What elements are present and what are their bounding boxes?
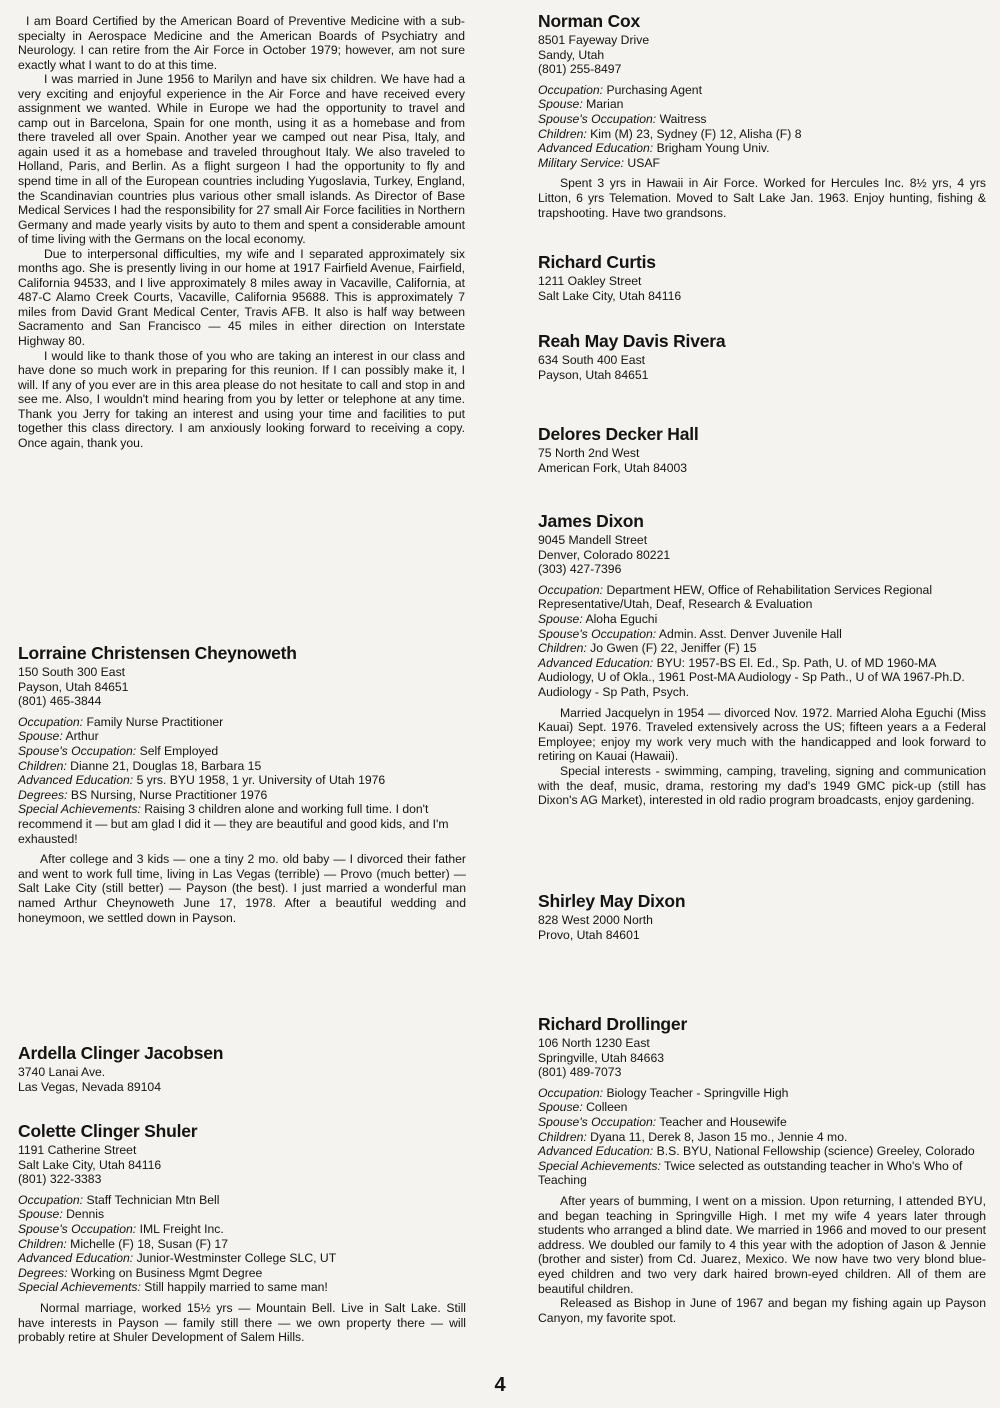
- phone-line: (303) 427-7396: [538, 562, 622, 577]
- address-line: Sandy, Utah: [538, 47, 605, 62]
- field-label: Occupation:: [538, 582, 604, 597]
- detail-field: [18, 1237, 466, 1252]
- address-line: Provo, Utah 84601: [538, 927, 640, 942]
- field-label: Special Achievements:: [18, 1280, 141, 1295]
- entry-richard-drollinger: [538, 1014, 986, 1325]
- address-line: Salt Lake City, Utah 84116: [18, 1157, 162, 1172]
- entry-name: Richard Curtis: [538, 252, 656, 272]
- entry-address: [18, 1143, 466, 1187]
- field-label: Spouse's Occupation:: [538, 111, 657, 126]
- entry-address: [538, 913, 986, 942]
- address-line: 75 North 2nd West: [538, 446, 640, 460]
- field-label: Spouse's Occupation:: [538, 626, 657, 641]
- field-value: BYU: 1957-BS El. Ed., Sp. Path, U. of MD 1960-MA Audiology, U of Okla., 1961 Post-MA Audiology - Sp Path., U of WA 1967-Ph.D. Audiology - Sp Path, Psych.: [538, 655, 965, 699]
- field-label: Spouse's Occupation:: [538, 1114, 657, 1129]
- field-value: Raising 3 children alone and working full time. I don't recommend it — but am glad I did it — they are beautiful and good kids, and I'm exhausted!: [18, 802, 449, 846]
- detail-field: [18, 802, 466, 846]
- field-label: Degrees:: [18, 1265, 68, 1280]
- entry-address: [538, 533, 986, 577]
- entry-address: [538, 33, 986, 77]
- detail-field: [538, 1130, 986, 1145]
- field-label: Advanced Education:: [538, 1144, 654, 1159]
- entry-name: Lorraine Christensen Cheynoweth: [18, 643, 297, 663]
- field-value: Dianne 21, Douglas 18, Barbara 15: [70, 758, 262, 773]
- field-value: B.S. BYU, National Fellowship (science) Greeley, Colorado: [656, 1144, 975, 1159]
- address-line: American Fork, Utah 84003: [538, 460, 688, 475]
- field-value: Purchasing Agent: [606, 82, 702, 97]
- field-label: Advanced Education:: [538, 655, 654, 670]
- field-label: Advanced Education:: [18, 1251, 134, 1266]
- entry-norman-cox: [538, 11, 986, 220]
- field-value: Department HEW, Office of Rehabilitation Services Regional Representative/Utah, Deaf, Research & Evaluation: [538, 582, 933, 612]
- detail-field: [18, 773, 466, 788]
- bio-paragraph: Married Jacquelyn in 1954 — divorced Nov. 1972. Married Aloha Eguchi (Miss Kauai) Sept. 1976. Traveled extensively across the US; fifteen years a a Federal Employee; enjoy my work very much with the handicapped and look forward to retiring on Kauai (Hawaii).: [538, 705, 986, 764]
- field-label: Spouse:: [538, 1100, 583, 1115]
- field-label: Children:: [538, 126, 587, 141]
- intro-paragraph: I am Board Certified by the American Board of Preventive Medicine with a sub-specialty in Aerospace Medicine and the American Boards of Psychiatry and Neurology. I can retire from the Air Force in October 1979; however, am not sure exactly what I want to do at this time.: [18, 14, 465, 72]
- address-line: 106 North 1230 East: [538, 1036, 650, 1050]
- entry-name: Ardella Clinger Jacobsen: [18, 1043, 224, 1063]
- field-value: Jo Gwen (F) 22, Jeniffer (F) 15: [590, 641, 757, 656]
- entry-details: [538, 83, 986, 171]
- entry-name: Richard Drollinger: [538, 1014, 688, 1034]
- field-value: Michelle (F) 18, Susan (F) 17: [70, 1236, 228, 1251]
- phone-line: (801) 489-7073: [538, 1065, 622, 1080]
- field-label: Military Service:: [538, 155, 625, 170]
- entry-details: [538, 1086, 986, 1188]
- address-line: Salt Lake City, Utah 84116: [538, 288, 682, 303]
- field-label: Spouse:: [18, 729, 63, 744]
- field-label: Spouse:: [18, 1207, 63, 1222]
- entry-name: Shirley May Dixon: [538, 891, 686, 911]
- entry-bio: [538, 1194, 986, 1325]
- field-label: Degrees:: [18, 787, 68, 802]
- entry-colette-clinger-shuler: [18, 1121, 466, 1345]
- address-line: 1211 Oakley Street: [538, 274, 642, 288]
- address-line: 634 South 400 East: [538, 353, 646, 367]
- field-value: Twice selected as outstanding teacher in Who's Who of Teaching: [538, 1158, 963, 1188]
- detail-field: [18, 759, 466, 774]
- address-line: Payson, Utah 84651: [18, 679, 129, 694]
- field-label: Occupation:: [538, 82, 604, 97]
- field-value: Still happily married to same man!: [144, 1280, 328, 1295]
- detail-field: [538, 627, 986, 642]
- entry-bio: [18, 852, 466, 925]
- bio-paragraph: Released as Bishop in June of 1967 and began my fishing again up Payson Canyon, my favorite spot.: [538, 1296, 986, 1325]
- field-value: Colleen: [586, 1100, 628, 1115]
- phone-line: (801) 255-8497: [538, 62, 622, 77]
- detail-field: [538, 1100, 986, 1115]
- field-label: Children:: [18, 1236, 67, 1251]
- bio-paragraph: Spent 3 yrs in Hawaii in Air Force. Worked for Hercules Inc. 8½ yrs, 4 yrs Litton, 6 yrs Telemation. Moved to Salt Lake Jan. 1963. Enjoy hunting, fishing & trapshooting. Have two grandsons.: [538, 176, 986, 220]
- field-value: 5 yrs. BYU 1958, 1 yr. University of Utah 1976: [136, 773, 386, 788]
- entry-address: [538, 446, 986, 475]
- entry-address: [18, 665, 466, 709]
- field-value: Brigham Young Univ.: [656, 141, 770, 156]
- detail-field: [18, 1207, 466, 1222]
- address-line: Springville, Utah 84663: [538, 1050, 665, 1065]
- entry-richard-curtis: [538, 252, 986, 303]
- entry-details: [18, 1193, 466, 1295]
- field-value: Staff Technician Mtn Bell: [86, 1192, 220, 1207]
- phone-line: (801) 322-3383: [18, 1172, 102, 1187]
- field-label: Special Achievements:: [538, 1158, 661, 1173]
- entry-ardella-clinger-jacobsen: [18, 1043, 466, 1094]
- address-line: Las Vegas, Nevada 89104: [18, 1079, 161, 1094]
- entry-name: Norman Cox: [538, 11, 641, 31]
- detail-field: [538, 127, 986, 142]
- bio-paragraph: After college and 3 kids — one a tiny 2 mo. old baby — I divorced their father and went to work full time, living in Las Vegas (terrible) — Provo (much better) — Salt Lake City (still better) — Payson (the best). I just married a wonderful man named Arthur Cheynoweth June 17, 1978. After a beautiful wedding and honeymoon, we settled down in Payson.: [18, 852, 466, 925]
- entry-delores-decker-hall: [538, 424, 986, 475]
- field-label: Spouse's Occupation:: [18, 743, 137, 758]
- field-label: Spouse:: [538, 97, 583, 112]
- detail-field: [18, 788, 466, 803]
- detail-field: [538, 1086, 986, 1101]
- detail-field: [538, 656, 986, 700]
- field-value: Teacher and Housewife: [659, 1114, 787, 1129]
- field-value: Biology Teacher - Springville High: [606, 1085, 789, 1100]
- detail-field: [538, 156, 986, 171]
- detail-field: [538, 1115, 986, 1130]
- field-label: Advanced Education:: [18, 773, 134, 788]
- entry-bio: [18, 1301, 466, 1345]
- detail-field: [538, 1144, 986, 1159]
- intro-paragraph: I was married in June 1956 to Marilyn and have six children. We have had a very exciting and enjoyful experience in the Air Force and have received every assignment we wanted. While in Europe we had the opportunity to travel and camp out in Barcelona, Spain for one month, using it as a homebase and from there traveled all over Spain. Another year we camped out near Pisa, Italy, and again used it as a homebase and traveled throughout Italy. We also traveled to Holland, Paris, and Berlin. As a flight surgeon I had the opportunity to fly and spend time in all of the European countries including Yugoslavia, Turkey, England, the Scandinavian countries plus various other small islands. As Director of Base Medical Services I had the responsibility for 27 small Air Force facilities in Northern Germany and made yearly visits by auto to them and spent a considerable amount of time living with the Germans on the local economy.: [18, 72, 465, 247]
- bio-paragraph: Normal marriage, worked 15½ yrs — Mountain Bell. Live in Salt Lake. Still have interests in Payson — family still there — we own property there — will probably retire at Shuler Development of Salem Hills.: [18, 1300, 466, 1345]
- bio-paragraph: After years of bumming, I went on a mission. Upon returning, I attended BYU, and began teaching in Springville High. I met my wife 4 years later through students who arranged a blind date. We married in 1966 and moved to our present address. We doubled our family to 4 this year with the adoption of Jason & Jennie (brother and sister) from Cd. Juarez, Mexico. We now have two very blond blue-eyed children and two very dark haired brown-eyed children. All of them are beautiful children.: [538, 1193, 986, 1296]
- detail-field: [538, 97, 986, 112]
- entry-james-dixon: [538, 511, 986, 808]
- detail-field: [538, 112, 986, 127]
- address-line: Payson, Utah 84651: [538, 367, 649, 382]
- field-value: Arthur: [65, 729, 99, 744]
- entry-details: [18, 715, 466, 846]
- entry-reah-may-davis-rivera: [538, 331, 986, 382]
- field-label: Occupation:: [18, 1192, 84, 1207]
- field-label: Children:: [538, 641, 587, 656]
- detail-field: [538, 1159, 986, 1188]
- entry-name: James Dixon: [538, 511, 644, 531]
- field-label: Occupation:: [18, 714, 84, 729]
- entry-details: [538, 583, 986, 700]
- detail-field: [538, 83, 986, 98]
- field-value: Kim (M) 23, Sydney (F) 12, Alisha (F) 8: [590, 126, 802, 141]
- phone-line: (801) 465-3844: [18, 694, 102, 709]
- address-line: Denver, Colorado 80221: [538, 547, 671, 562]
- detail-field: [18, 1193, 466, 1208]
- field-label: Occupation:: [538, 1085, 604, 1100]
- field-value: IML Freight Inc.: [139, 1221, 224, 1236]
- entry-name: Delores Decker Hall: [538, 424, 699, 444]
- entry-address: [538, 353, 986, 382]
- detail-field: [538, 141, 986, 156]
- detail-field: [18, 715, 466, 730]
- entry-lorraine-christensen-cheynoweth: [18, 643, 466, 925]
- detail-field: [18, 1280, 466, 1295]
- intro-paragraph: Due to interpersonal difficulties, my wife and I separated approximately six months ago. She is presently living in our home at 1917 Fairfield Avenue, Fairfield, California 94533, and I live approximately 8 miles away in Vacaville, California, at 487-C Alamo Creek Courts, Vacaville, California 95688. This is approximately 7 miles from David Grant Medical Center, Travis AFB. It also is half way between Sacramento and San Francisco — 45 miles in either direction on Interstate Highway 80.: [18, 246, 465, 349]
- field-value: Self Employed: [139, 743, 219, 758]
- page-number: 4: [494, 1374, 506, 1396]
- detail-field: [18, 1251, 466, 1266]
- field-value: Marian: [586, 97, 624, 112]
- detail-field: [18, 744, 466, 759]
- field-value: Admin. Asst. Denver Juvenile Hall: [658, 626, 842, 641]
- field-label: Children:: [18, 758, 67, 773]
- address-line: 3740 Lanai Ave.: [18, 1065, 106, 1079]
- address-line: 828 West 2000 North: [538, 913, 653, 927]
- intro-paragraph: I would like to thank those of you who are taking an interest in our class and have done so much work in preparing for this reunion. If I can possibly make it, I will. If any of you ever are in this area please do not hesitate to call and stop in and see me. Also, I wouldn't mind hearing from you by letter or telephone at any time. Thank you Jerry for taking an interest and using your time and facilities to put together this class directory. I am anxiously looking forward to receiving a copy. Once again, thank you.: [18, 348, 465, 450]
- entry-address: [538, 274, 986, 303]
- detail-field: [538, 583, 986, 612]
- entry-bio: [538, 176, 986, 220]
- address-line: 1191 Catherine Street: [18, 1143, 137, 1157]
- field-label: Special Achievements:: [18, 802, 141, 817]
- detail-field: [538, 612, 986, 627]
- entry-bio: [538, 706, 986, 808]
- entry-address: [538, 1036, 986, 1080]
- field-value: USAF: [627, 155, 660, 170]
- address-line: 8501 Fayeway Drive: [538, 33, 650, 47]
- field-value: Family Nurse Practitioner: [86, 714, 224, 729]
- field-value: Junior-Westminster College SLC, UT: [136, 1251, 337, 1266]
- bio-paragraph: Special interests - swimming, camping, traveling, signing and communication with the deaf, music, drama, restoring my dad's 1949 GMC pick-up (still has Dixon's AG Market), interested in old radio program broadcasts, enjoy gardening.: [538, 763, 986, 808]
- field-value: Waitress: [659, 111, 707, 126]
- field-label: Spouse's Occupation:: [18, 1221, 137, 1236]
- field-label: Advanced Education:: [538, 141, 654, 156]
- entry-name: Reah May Davis Rivera: [538, 331, 726, 351]
- detail-field: [18, 1222, 466, 1237]
- entry-shirley-may-dixon: [538, 891, 986, 942]
- detail-field: [538, 641, 986, 656]
- field-label: Spouse:: [538, 611, 583, 626]
- detail-field: [18, 1266, 466, 1281]
- entry-address: [18, 1065, 466, 1094]
- field-value: Dyana 11, Derek 8, Jason 15 mo., Jennie 4 mo.: [590, 1129, 848, 1144]
- intro-letter: [18, 14, 465, 450]
- field-value: Working on Business Mgmt Degree: [70, 1265, 263, 1280]
- entry-name: Colette Clinger Shuler: [18, 1121, 198, 1141]
- field-value: BS Nursing, Nurse Practitioner 1976: [70, 787, 268, 802]
- field-label: Children:: [538, 1129, 587, 1144]
- field-value: Dennis: [66, 1207, 105, 1222]
- address-line: 150 South 300 East: [18, 665, 126, 679]
- field-value: Aloha Eguchi: [585, 611, 658, 626]
- detail-field: [18, 729, 466, 744]
- address-line: 9045 Mandell Street: [538, 533, 648, 547]
